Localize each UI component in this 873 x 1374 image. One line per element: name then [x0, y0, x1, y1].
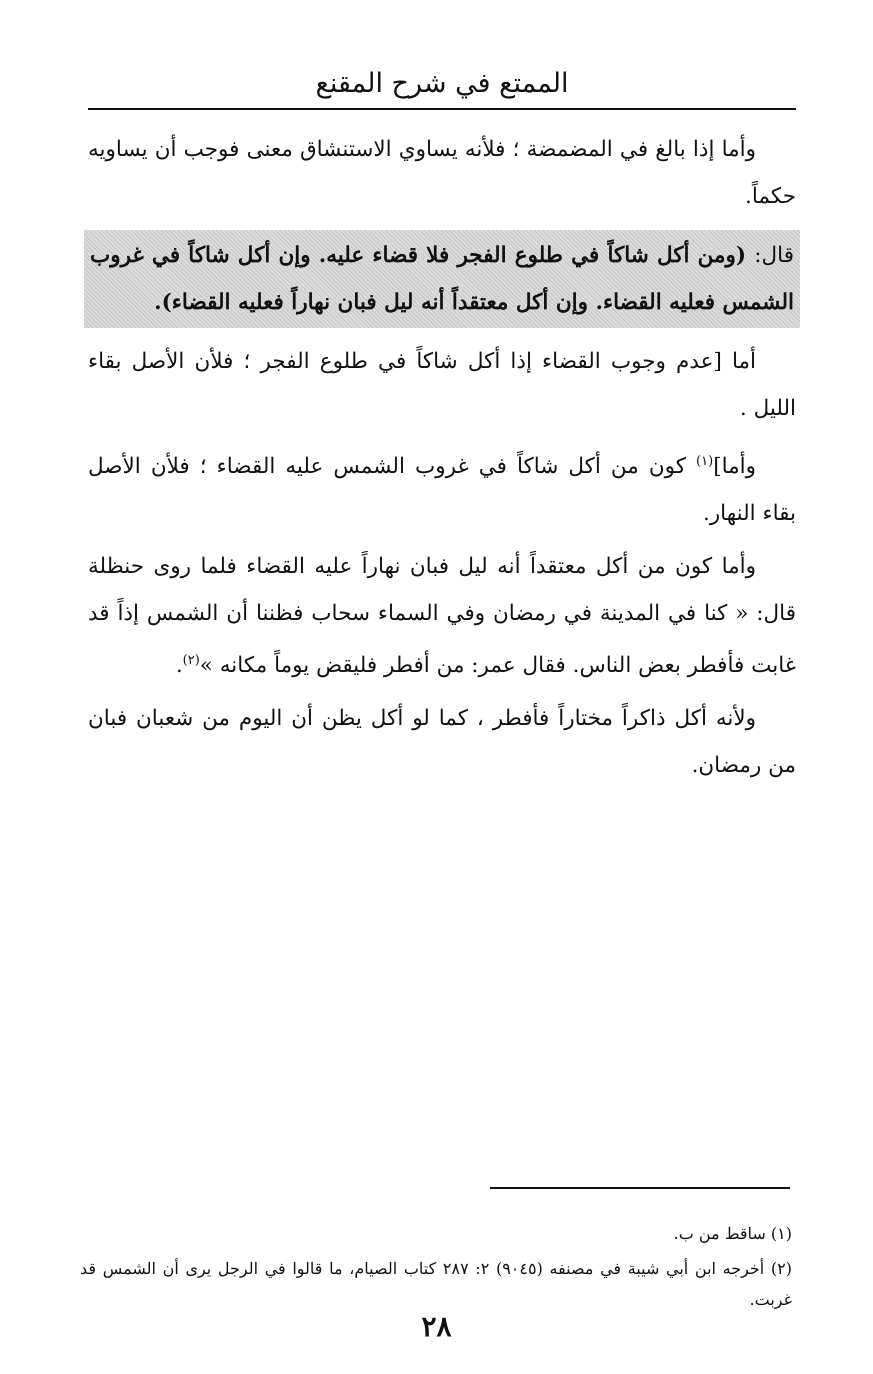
footnote-ref-2: (٢) — [182, 653, 200, 669]
running-head: الممتع في شرح المقنع — [315, 68, 569, 99]
paragraph-5: ولأنه أكل ذاكراً مختاراً فأفطر ، كما لو أكل يظن أن اليوم من شعبان فبان من رمضان. — [88, 706, 796, 779]
paragraph-3-rest: كون من أكل شاكاً في غروب الشمس عليه القضاء ؛ فلأن الأصل بقاء النهار. — [88, 454, 796, 527]
footnote-2: (٢) أخرجه ابن أبي شيبة في مصنفه (٩٠٤٥) ٢: ٢٨٧ كتاب الصيام، ما قالوا في الرجل يرى أن الشمس قد غربت. — [80, 1259, 792, 1309]
footnote-rule — [490, 1187, 790, 1189]
matn-lead: قال: — [754, 243, 794, 268]
paragraph-4-main: وأما كون من أكل معتقداً أنه ليل فبان نهاراً عليه القضاء فلما روى حنظلة قال: « كنا في المدينة في رمضان وفي السماء سحاب فظننا أن الشمس إذاً قد غابت فأفطر بعض الناس. فقال عمر: من أفطر فليقض يوماً مكانه » — [88, 554, 796, 679]
matn-highlight — [84, 230, 800, 328]
main-text — [88, 126, 796, 795]
page-number: ٢٨ — [421, 1310, 452, 1343]
paragraph-1: وأما إذا بالغ في المضمضة ؛ فلأنه يساوي الاستنشاق معنى فوجب أن يساويه حكماً. — [88, 137, 796, 209]
paragraph-2: أما [عدم وجوب القضاء إذا أكل شاكاً في طلوع الفجر ؛ فلأن الأصل بقاء الليل . — [88, 349, 796, 421]
paragraph-3 — [88, 438, 796, 537]
paragraph-4-end: . — [175, 653, 183, 679]
footnote-ref-1: (١) — [696, 454, 714, 469]
footnotes — [80, 1218, 792, 1319]
header-rule — [88, 108, 796, 110]
footnote-1: (١) ساقط من ب. — [673, 1224, 792, 1243]
paragraph-4 — [88, 543, 796, 689]
matn-text: (ومن أكل شاكاً في طلوع الفجر فلا قضاء عليه. وإن أكل شاكاً في غروب الشمس فعليه القضاء. وإن أكل معتقداً أنه ليل فبان نهاراً فعليه القضاء). — [90, 243, 794, 315]
paragraph-3-start: وأما] — [713, 454, 756, 480]
